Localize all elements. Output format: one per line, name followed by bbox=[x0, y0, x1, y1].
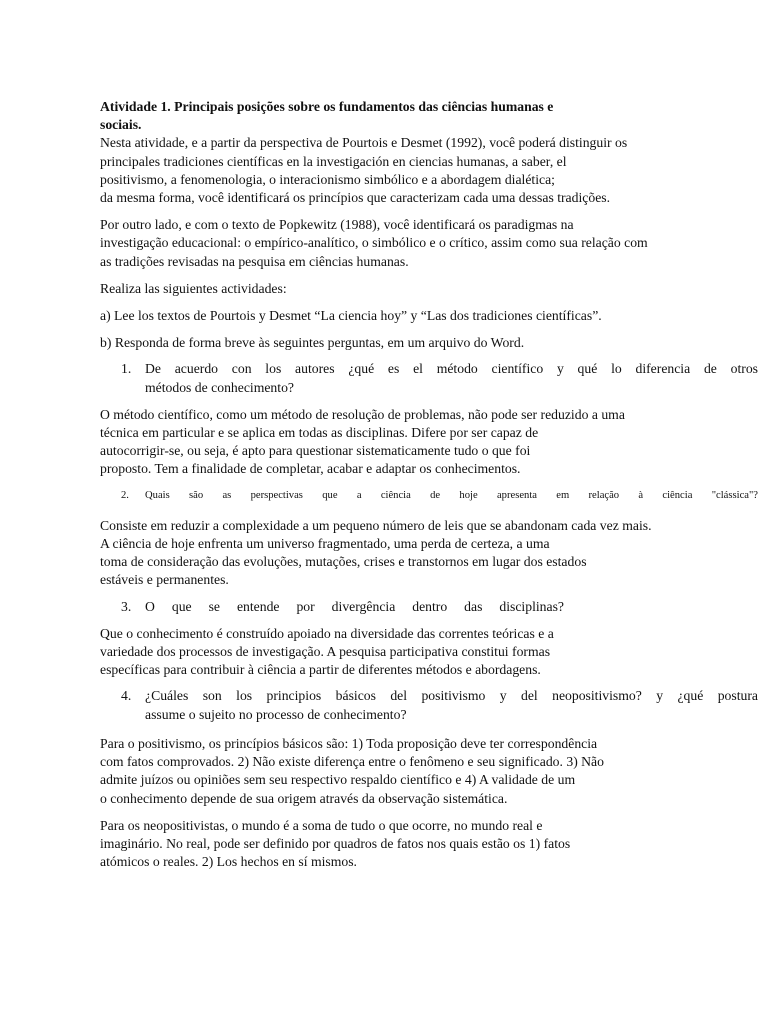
paragraph-line: específicas para contribuir à ciência a partir de diferentes métodos e abordagens. bbox=[100, 662, 541, 678]
answer-2 bbox=[100, 517, 758, 590]
question-4 bbox=[100, 687, 758, 723]
answer-3 bbox=[100, 625, 758, 680]
paragraph-line: Realiza las siguientes actividades: bbox=[100, 280, 287, 296]
question-number: 4. bbox=[121, 688, 132, 704]
paragraph-line: atómicos o reales. 2) Los hechos en sí mismos. bbox=[100, 854, 357, 870]
question-3 bbox=[100, 598, 758, 616]
question-text: Quais são as perspectivas que a ciência de hoje apresenta em relação à ciência "clássica"? bbox=[145, 489, 758, 501]
paragraph-line: proposto. Tem a finalidade de completar, acabar e adaptar os conhecimentos. bbox=[100, 461, 521, 477]
instructions-line bbox=[100, 280, 758, 298]
paragraph-line: investigação educacional: o empírico-analítico, o simbólico e o crítico, assim como sua relação com bbox=[100, 235, 648, 251]
paragraph-line: Para os neopositivistas, o mundo é a soma de tudo o que ocorre, no mundo real e bbox=[100, 817, 543, 833]
paragraph-line: imaginário. No real, pode ser definido por quadros de fatos nos quais estão os 1) fatos bbox=[100, 835, 571, 851]
question-2 bbox=[100, 487, 758, 505]
title-line: Atividade 1. Principais posições sobre os fundamentos das ciências humanas e bbox=[100, 99, 554, 114]
intro-paragraph bbox=[100, 134, 758, 207]
question-number: 2. bbox=[121, 489, 129, 501]
question-text: assume o sujeito no processo de conhecimento? bbox=[145, 706, 407, 722]
paragraph-line: admite juízos ou opiniões sem seu respectivo respaldo científico e 4) A validade de um bbox=[100, 772, 576, 788]
paragraph-line: b) Responda de forma breve às seguintes perguntas, em um arquivo do Word. bbox=[100, 335, 525, 351]
paragraph-line: com fatos comprovados. 2) Não existe diferença entre o fenômeno e seu significado. 3) Não bbox=[100, 754, 604, 770]
activity-title bbox=[100, 98, 758, 134]
paragraph-line: O método científico, como um método de resolução de problemas, não pode ser reduzido a uma bbox=[100, 406, 625, 422]
answer-1 bbox=[100, 406, 758, 479]
paragraph-line: técnica em particular e se aplica em todas as disciplinas. Difere por ser capaz de bbox=[100, 425, 539, 441]
question-text: De acuerdo con los autores ¿qué es el método científico y qué lo diferencia de otros bbox=[145, 361, 758, 377]
question-text: O que se entende por divergência dentro das disciplinas? bbox=[145, 598, 564, 614]
paragraph-line: Que o conhecimento é construído apoiado na diversidade das correntes teóricas e a bbox=[100, 625, 554, 641]
item-b bbox=[100, 334, 758, 352]
question-number: 3. bbox=[121, 598, 132, 614]
question-text: ¿Cuáles son los principios básicos del positivismo y del neopositivismo? y ¿qué postura bbox=[145, 688, 758, 704]
paragraph-line: A ciência de hoje enfrenta um universo fragmentado, uma perda de certeza, a uma bbox=[100, 536, 550, 552]
popkewitz-paragraph bbox=[100, 216, 758, 271]
paragraph-line: autocorrigir-se, ou seja, é apto para questionar sistematicamente tudo o que foi bbox=[100, 443, 531, 459]
paragraph-line: Por outro lado, e com o texto de Popkewitz (1988), você identificará os paradigmas na bbox=[100, 217, 574, 233]
paragraph-line: toma de consideração das evoluções, mutações, crises e transtornos em lugar dos estados bbox=[100, 554, 587, 570]
question-number: 1. bbox=[121, 361, 132, 377]
paragraph-line: estáveis e permanentes. bbox=[100, 572, 229, 588]
item-a bbox=[100, 307, 758, 325]
paragraph-line: Consiste em reduzir a complexidade a um pequeno número de leis que se abandonam cada vez mais. bbox=[100, 517, 652, 533]
answer-4-positivism bbox=[100, 735, 758, 808]
title-line: sociais. bbox=[100, 117, 142, 133]
question-1 bbox=[100, 360, 758, 396]
paragraph-line: o conhecimento depende de sua origem através da observação sistemática. bbox=[100, 790, 508, 806]
paragraph-line: Nesta atividade, e a partir da perspectiva de Pourtois e Desmet (1992), você poderá distinguir os bbox=[100, 135, 628, 151]
paragraph-line: a) Lee los textos de Pourtois y Desmet “La ciencia hoy” y “Las dos tradiciones científicas”. bbox=[100, 308, 602, 324]
paragraph-line: positivismo, a fenomenologia, o interacionismo simbólico e a abordagem dialética; bbox=[100, 171, 555, 187]
paragraph-line: principales tradiciones científicas en la investigación en ciencias humanas, a saber, el bbox=[100, 153, 567, 169]
paragraph-line: as tradições revisadas na pesquisa em ciências humanas. bbox=[100, 253, 409, 269]
paragraph-line: Para o positivismo, os princípios básicos são: 1) Toda proposição deve ter correspondência bbox=[100, 735, 598, 751]
answer-4-neopositivism bbox=[100, 817, 758, 872]
paragraph-line: variedade dos processos de investigação. A pesquisa participativa constitui formas bbox=[100, 644, 551, 660]
paragraph-line: da mesma forma, você identificará os princípios que caracterizam cada uma dessas tradições. bbox=[100, 190, 611, 206]
question-text: métodos de conhecimento? bbox=[145, 379, 294, 395]
